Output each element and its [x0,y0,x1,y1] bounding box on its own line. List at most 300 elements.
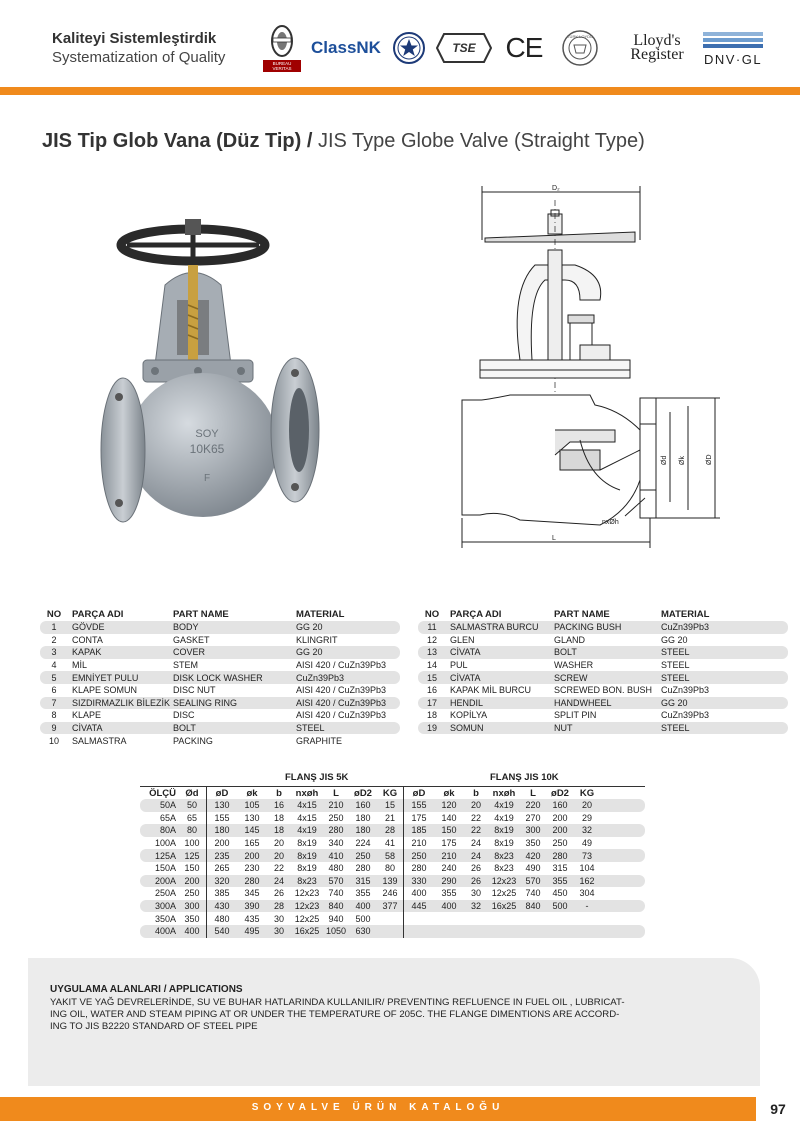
bureau-veritas-emblem-icon [269,24,295,60]
dims-cell: 480 [328,863,344,874]
dims-cell: - [585,901,589,912]
part-material: CuZn39Pb3 [296,672,345,683]
dims-cell: 304 [579,888,595,899]
dims-cell: 24 [470,850,481,861]
part-name-en: COVER [173,647,206,658]
dims-cell: 22 [470,812,481,823]
bureau-veritas-text: BUREAU VERITAS [263,60,301,72]
dims-cell: 250 [184,888,200,899]
dims-cell: 65A [159,812,176,823]
dims-cell: 22 [470,825,481,836]
part-name-tr: HENDIL [450,697,484,708]
dims-cell: 20 [273,838,284,849]
part-material: KLINGRIT [296,634,338,645]
dims-cell: 500 [552,901,568,912]
dims-cell: 4x19 [297,825,317,836]
dims-cell: 20 [470,800,481,811]
part-name-tr: GLEN [450,634,475,645]
column-separator [403,912,404,925]
dims-cell: 940 [328,913,344,924]
table-row [418,722,788,735]
cast-mark-1: SOY [195,428,219,440]
dims-cell: 8x19 [494,825,514,836]
dims-cell: 300 [525,825,541,836]
part-name-en: BOLT [554,647,577,658]
dims-header-cell: øk [443,787,455,799]
page-title [42,130,645,153]
tagline-tr: Kaliteyi Sistemleştirdik [52,30,217,47]
part-material: GG 20 [661,634,688,645]
table-row [40,709,400,722]
dims-cell: 162 [579,875,595,886]
ce-logo [502,20,546,76]
dims-cell: 160 [355,800,371,811]
dims-cell: 26 [470,863,481,874]
dims-header-cell: b [473,787,479,799]
part-no: 17 [426,697,437,708]
table-row [140,812,645,825]
title-tr: JIS Tip Glob Vana (Düz Tip) / [42,130,313,152]
dims-cell: 20 [581,800,592,811]
parts-table-right [418,609,788,734]
dims-cell: 740 [328,888,344,899]
dims-cell: 150A [154,863,176,874]
dims-cell: 400 [411,888,427,899]
part-name-en: DISC NUT [173,685,216,696]
dims-cell: 210 [441,850,457,861]
part-no: 10 [48,735,59,746]
dims-cell: 210 [411,838,427,849]
dims-cell: 355 [552,875,568,886]
table-row [40,659,400,672]
table-row [40,621,400,634]
dims-cell: 28 [273,901,284,912]
dims-cell: 8x23 [494,850,514,861]
dims-cell: 4x19 [494,800,514,811]
hdr-no: NO [424,609,440,620]
group-jis-5k: FLANŞ JIS 5K [285,772,349,783]
dims-cell: 80 [186,825,197,836]
part-no: 2 [51,634,57,645]
dims-cell: 340 [328,838,344,849]
dims-cell: 280 [552,850,568,861]
dims-cell: 840 [328,901,344,912]
certification-logos [262,20,762,76]
dims-cell: 22 [273,863,284,874]
dims-cell: 29 [581,812,592,823]
dims-cell: 50A [159,800,176,811]
dims-cell: 150 [184,863,200,874]
dims-cell: 32 [470,901,481,912]
dnvgl-waves-icon [703,30,763,52]
dims-cell: 630 [355,926,371,937]
dims-cell: 230 [244,863,260,874]
dims-header-cell: L [333,787,339,799]
lloyds-line1: Lloyd's [633,32,681,49]
part-name-tr: KLAPE SOMUN [72,685,138,696]
dims-header-cell: øD [412,787,426,799]
table-row [418,621,788,634]
parts-table-left [40,609,400,747]
dims-cell: 8x19 [297,863,317,874]
dims-cell: 350A [154,913,176,924]
label-od-small: Ød [661,455,668,465]
dims-cell: 740 [525,888,541,899]
parts-right-body [418,621,788,734]
part-name-tr: EMNİYET PULU [72,672,139,683]
dims-cell: 200 [184,875,200,886]
title-en: JIS Type Globe Valve (Straight Type) [317,130,645,152]
dims-cell: 500 [355,913,371,924]
dims-cell: 420 [525,850,541,861]
dims-cell: 155 [411,800,427,811]
part-name-en: SPLIT PIN [554,710,597,721]
table-row [40,671,400,684]
part-no: 11 [427,622,437,633]
part-name-en: NUT [554,723,573,734]
applications-line-2: ING OIL, WATER AND STEAM PIPING AT OR UNDER THE TEMPERATURE OF 205C. THE FLANGE DIMENTIONS ARE ACCORD- [50,1009,620,1021]
dims-cell: 105 [244,800,260,811]
hdr-name: PARÇA ADI [450,609,502,620]
part-material: AISI 420 / CuZn39Pb3 [296,710,387,721]
turk-loydu-logo [560,20,600,76]
dims-cell: 400 [355,901,371,912]
part-no: 19 [426,723,437,734]
table-row [40,734,400,747]
dims-cell: 80 [384,863,395,874]
table-row [40,722,400,735]
dims-cell: 18 [273,812,284,823]
dims-cell: 490 [525,863,541,874]
table-row [140,887,645,900]
part-material: STEEL [661,660,690,671]
label-od: ØD [706,454,713,465]
dims-cell: 139 [382,875,398,886]
dims-cell: 125A [154,850,176,861]
table-row [140,912,645,925]
part-name-tr: GÖVDE [72,622,105,633]
part-name-tr: KAPAK [72,647,102,658]
parts-left-body [40,621,400,747]
dims-cell: 16 [273,800,284,811]
dims-group-header [140,772,645,786]
part-name-tr: CONTA [72,634,103,645]
part-name-tr: SOMUN [450,723,484,734]
page-header [0,0,800,96]
part-no: 15 [426,672,437,683]
technical-drawing [440,180,740,550]
table-row [40,697,400,710]
dims-body [140,799,645,938]
dims-cell: 200 [214,838,230,849]
dims-header-cell: øk [246,787,258,799]
dims-cell: 30 [273,926,284,937]
dims-cell: 400 [184,926,200,937]
tse-text: TSE [452,41,476,55]
turk-loydu-text: TÜRK LOYDU [567,34,593,39]
part-name-en: DISK LOCK WASHER [173,672,263,683]
dims-cell: 155 [214,812,230,823]
dims-cell: 280 [328,825,344,836]
table-row [418,684,788,697]
part-no: 3 [51,647,57,658]
dims-cell: 185 [411,825,427,836]
dims-cell: 265 [214,863,230,874]
part-material: GRAPHITE [296,735,343,746]
part-name-tr: KAPAK MİL BURCU [450,685,532,696]
part-name-en: HANDWHEEL [554,697,612,708]
applications-title: UYGULAMA ALANLARI / APPLICATIONS [50,984,243,995]
dims-cell: 250 [328,812,344,823]
tagline-en: Systematization of Quality [52,49,226,66]
dims-header-cell: øD2 [354,787,372,799]
dims-cell: 224 [355,838,371,849]
label-d2: D₂ [552,185,560,192]
dims-cell: 320 [214,875,230,886]
dims-cell: 450 [552,888,568,899]
group-jis-10k: FLANŞ JIS 10K [490,772,559,783]
lloyds-register-logo [622,20,692,76]
dims-cell: 18 [273,825,284,836]
part-name-tr: KOPİLYA [450,710,488,721]
part-material: CuZn39Pb3 [661,622,710,633]
dims-cell: 125 [184,850,200,861]
dims-cell: 210 [328,800,344,811]
dims-cell: 350 [184,913,200,924]
dims-cell: 73 [581,850,592,861]
dims-cell: 300 [184,901,200,912]
part-name-tr: CİVATA [450,672,481,683]
cast-mark-2: 10K65 [189,442,225,456]
dims-cell: 150 [441,825,457,836]
dims-cell: 15 [384,800,395,811]
dims-cell: 30 [273,913,284,924]
parts-left-header [40,609,400,621]
table-row [418,659,788,672]
dims-cell: 80A [159,825,176,836]
table-row [418,697,788,710]
dims-cell: 100 [184,838,200,849]
dims-cell: 26 [273,888,284,899]
dims-cell: 495 [244,926,260,937]
part-material: STEEL [661,647,690,658]
part-name-en: PACKING [173,735,213,746]
dims-cell: 180 [214,825,230,836]
part-name-en: BODY [173,622,199,633]
part-material: CuZn39Pb3 [661,685,710,696]
dims-cell: 50 [186,800,197,811]
dims-cell: 30 [470,888,481,899]
dims-header-cell: nxøh [492,787,516,799]
dims-cell: 377 [382,901,398,912]
cast-mark-3: F [203,473,211,484]
part-no: 1 [51,622,57,633]
dims-cell: 250A [154,888,176,899]
part-no: 4 [51,660,57,671]
page-footer [0,1097,756,1121]
dims-cell: 400 [441,901,457,912]
part-no: 14 [426,660,437,671]
hdr-no: NO [46,609,62,620]
dims-header-cell: ÖLÇÜ [149,787,176,799]
part-no: 13 [426,647,437,658]
part-name-en: STEM [173,660,199,671]
dims-cell: 350 [525,838,541,849]
tagline [52,30,225,66]
dims-cell: 330 [411,875,427,886]
dims-header-cell: nxøh [295,787,319,799]
dims-cell: 8x23 [297,875,317,886]
dims-cell: 250 [355,850,371,861]
dims-cell: 16x25 [491,901,517,912]
dims-cell: 12x25 [294,913,320,924]
dims-cell: 8x19 [297,838,317,849]
hdr-material: MATERIAL [661,609,710,620]
dims-cell: 100A [154,838,176,849]
part-no: 9 [51,723,57,734]
dims-cell: 12x25 [491,888,517,899]
table-row [140,900,645,913]
dims-header-cell: KG [579,787,595,799]
part-material: STEEL [296,723,325,734]
dims-cell: 390 [244,901,260,912]
part-name-tr: CİVATA [72,723,103,734]
dims-header-cell: Ød [185,787,199,799]
dims-cell: 175 [441,838,457,849]
dims-cell: 140 [441,812,457,823]
dims-cell: 246 [382,888,398,899]
table-row [418,671,788,684]
applications-line-1: YAKIT VE YAĞ DEVRELERİNDE, SU VE BUHAR HATLARINDA KULLANILIR/ PREVENTING REFLUENCE IN FUEL OIL , LUBRICAT- [50,997,625,1008]
part-name-tr: SALMASTRA BURCU [450,622,539,633]
dnvgl-text: DNV·GL [703,51,763,67]
dims-cell: 32 [581,825,592,836]
table-row [40,684,400,697]
dims-cell: 480 [214,913,230,924]
dims-cell: 160 [552,800,568,811]
column-separator [403,925,404,938]
dims-header-cell: øD [215,787,229,799]
part-material: AISI 420 / CuZn39Pb3 [296,685,387,696]
label-ok: Øk [679,456,686,465]
dims-cell: 165 [244,838,260,849]
dims-cell: 20 [273,850,284,861]
part-no: 18 [426,710,437,721]
page-number: 97 [770,1101,786,1117]
dims-cell: 220 [525,800,541,811]
dims-cell: 200 [244,850,260,861]
hdr-part: PART NAME [173,609,229,620]
dims-cell: 250 [552,838,568,849]
part-no: 16 [426,685,437,696]
parts-right-header [418,609,788,621]
dims-cell: 8x23 [494,863,514,874]
part-no: 6 [51,685,57,696]
dims-cell: 445 [411,901,427,912]
dims-cell: 385 [214,888,230,899]
dims-cell: 840 [525,901,541,912]
part-name-en: PACKING BUSH [554,622,622,633]
dims-header-cell: L [530,787,536,799]
hdr-material: MATERIAL [296,609,345,620]
part-no: 7 [51,697,57,708]
part-name-tr: MİL [72,660,88,671]
dims-cell: 430 [214,901,230,912]
dims-cell: 12x23 [294,901,320,912]
dims-cell: 400A [154,926,176,937]
dims-cell: 1050 [325,926,347,937]
part-material: GG 20 [661,697,688,708]
dims-cell: 280 [355,863,371,874]
table-row [140,799,645,812]
dims-cell: 410 [328,850,344,861]
part-name-tr: KLAPE [72,710,102,721]
dims-cell: 49 [581,838,592,849]
dims-cell: 4x15 [297,800,317,811]
tse-logo [434,20,494,76]
part-material: AISI 420 / CuZn39Pb3 [296,697,387,708]
dims-cell: 24 [273,875,284,886]
dnvgl-logo [702,20,764,76]
dims-cell: 315 [552,863,568,874]
dims-cell: 180 [355,825,371,836]
dims-cell: 180 [355,812,371,823]
table-row [40,634,400,647]
dims-cell: 24 [470,838,481,849]
dims-cell: 130 [244,812,260,823]
part-name-en: GASKET [173,634,210,645]
dims-cell: 240 [441,863,457,874]
table-row [418,646,788,659]
dims-column-header [140,786,645,799]
hdr-name: PARÇA ADI [72,609,124,620]
dims-cell: 250 [411,850,427,861]
footer-label: SOYVALVE ÜRÜN KATALOĞU [251,1102,505,1113]
applications-text [50,997,710,1034]
dims-cell: 8x19 [297,850,317,861]
star-seal-logo [390,20,428,76]
part-name-en: SCREW [554,672,588,683]
dims-cell: 65 [186,812,197,823]
dims-cell: 315 [355,875,371,886]
table-row [40,646,400,659]
part-material: AISI 420 / CuZn39Pb3 [296,660,387,671]
dims-cell: 28 [384,825,395,836]
dims-cell: 41 [384,838,395,849]
applications-line-3: ING TO JIS B2220 STANDARD OF STEEL PIPE [50,1021,258,1033]
dims-cell: 21 [384,812,395,823]
dims-cell: 570 [328,875,344,886]
dims-cell: 8x19 [494,838,514,849]
part-name-tr: PUL [450,660,468,671]
part-material: CuZn39Pb3 [661,710,710,721]
dims-cell: 58 [384,850,395,861]
classnk-logo [307,20,385,76]
dims-cell: 200 [552,812,568,823]
dims-cell: 145 [244,825,260,836]
part-name-en: BOLT [173,723,196,734]
dims-cell: 270 [525,812,541,823]
dims-cell: 130 [214,800,230,811]
dims-cell: 120 [441,800,457,811]
table-row [140,862,645,875]
applications-box [28,958,760,1086]
part-name-en: SCREWED BON. BUSH [554,685,653,696]
header-divider [0,87,800,95]
hdr-part: PART NAME [554,609,610,620]
part-material: STEEL [661,723,690,734]
valve-photo [95,205,340,525]
